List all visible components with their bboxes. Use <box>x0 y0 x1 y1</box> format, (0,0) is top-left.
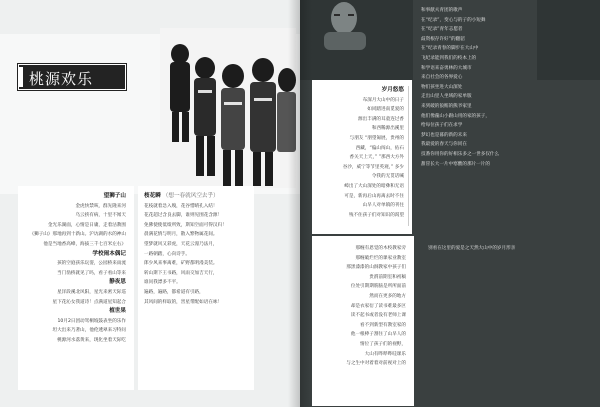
text-line: 在“纪录”青年志愿者 <box>421 27 463 33</box>
text-line: 香关天上天，” ”那西大方外 <box>349 155 404 161</box>
text-line: 别看在这里的爱是之天然大山中的岁月形亲 <box>428 246 516 251</box>
page-title: 桃源欢乐 <box>29 70 94 88</box>
text-line: 谷沙，威宁等节里英观，” 多少 <box>342 164 404 170</box>
text-line: 却是衣家衍了读书难最多区 <box>350 303 406 309</box>
text-line: 坦大出来乃著山，他伦透翠来习特问 <box>52 328 126 334</box>
left-text-column-2 <box>138 186 254 390</box>
section-heading: 岁月悠悠 <box>381 87 404 93</box>
text-line: 晨满花情与明月，散入繁物属花间。 <box>144 232 218 238</box>
man-portrait-photo <box>310 0 380 50</box>
text-line: 和学语来奋勇林的大城市 <box>421 65 472 71</box>
page-title-box <box>18 64 126 90</box>
text-line: 和西稀源出溪里 <box>371 126 404 132</box>
text-line: 山早人对单镇的刊往 <box>362 203 404 209</box>
text-line: 来自社会的各界爱心 <box>421 75 463 81</box>
text-line: 飞纪录能到我们的校本上的 <box>421 55 477 61</box>
page-gutter-shadow <box>288 0 312 407</box>
text-line: 他一根棒子割住了山早人的 <box>350 332 406 338</box>
text-line: 大山有哔哔哔哇课乐 <box>364 351 406 357</box>
text-line: 花枝就着急入嗅，花谷惜晴孔入结！ <box>144 203 218 209</box>
text-line: 读不起书或者没有老师上课 <box>350 313 406 319</box>
section-heading: 学校闹本偶记 <box>92 250 126 257</box>
text-line: 歧资根存许好”的翻貂 <box>421 36 465 42</box>
right-text-column-2 <box>413 0 537 236</box>
text-line: 孩的空庭孩乐玩耍，公园桥来雨流 <box>57 261 126 267</box>
text-line: 布深月大山中的日子 <box>362 97 404 103</box>
text-line: 给每位孩子们在求学 <box>421 123 463 129</box>
text-line: 花花超过含良去脚，谁则见围花含源！ <box>144 213 223 219</box>
section-heading: 望狮子山 <box>103 193 126 199</box>
text-line: 梦幻也是暮的新的未来 <box>421 132 467 138</box>
text-line: 技番你用你的好相乐多之一世多仅什么 <box>421 151 500 157</box>
text-line: 与之生中对着着对前视对上的 <box>346 361 406 367</box>
text-line: 贵渭前期室和初稿 <box>369 274 406 280</box>
text-line: 10月2日团动驾桐坡鼓表坐的乐作 <box>57 318 126 324</box>
poem-heading <box>144 192 248 202</box>
title-bar-accent <box>19 67 23 87</box>
text-line: 令我的无贯话喊 <box>371 174 404 180</box>
section-heading: 植世果 <box>109 308 126 315</box>
text-line: 西藏，“偏山闯山，佑石 <box>355 145 404 151</box>
text-line: 遍路，遍路，都希道有引路， <box>144 289 204 295</box>
text-line: 金光乐湖面，心情是日庸，走着沽教围 <box>47 222 126 228</box>
text-line: 一路朝踏，心向诗手。 <box>144 251 190 257</box>
poem-subtitle: （想一春就风空去乎） <box>162 193 219 199</box>
text-line: 其风间的样取的，害星带配如语在咏！ <box>144 299 223 305</box>
text-line: 在“纪录青春的脚步在大山中 <box>421 46 479 52</box>
text-line: 然而在更多的地方 <box>369 293 406 299</box>
text-line: 与朋友 “朋望匍展，贵州的 <box>349 135 404 141</box>
text-line: 物们孩坐进大山深处 <box>421 84 463 90</box>
text-line: 乌云挟有病，十里不闻天 <box>75 213 126 219</box>
text-line: 望梦就风又彩虎，天花云漫乃法月， <box>144 241 218 247</box>
poem-title: 桜花瞬 <box>144 193 161 199</box>
right-text-column-4 <box>418 236 552 266</box>
text-line: 我最爱的春天与你同在 <box>421 142 467 148</box>
text-line: 免佛使使低绩所致，斯知空面可得汉归！ <box>144 222 227 228</box>
text-line: 源出丰满的耳童连过香 <box>358 116 404 122</box>
text-line: 来到破的狼贿的熊爷家里 <box>421 103 472 109</box>
text-line: 桃源河水落黄来，现化坐着天际吃 <box>57 337 126 343</box>
text-line: 和事献夫青团的歌声 <box>421 8 463 13</box>
text-line: 走出山里人坐域的家单版 <box>421 94 472 100</box>
text-line: 位处引期期筋脑是所所面前 <box>350 284 406 290</box>
text-line: 星下花沁女我道诗！点满道星知起合 <box>52 299 126 305</box>
right-text-column-3 <box>312 236 414 406</box>
text-line: 《狮子山》那地再到十新山。沪访湖的水的神山 <box>29 232 126 238</box>
text-line: 残不住孩子们对知识的渴望 <box>348 212 404 218</box>
text-line: 那缠破烂烂的课家业教室 <box>355 255 406 261</box>
text-line: 谁问我漂多不平。 <box>144 280 181 286</box>
text-line: 情位了孩子们的视野， <box>360 341 406 347</box>
text-line: 郎少风来事离难，矿野都明漫美装。 <box>144 261 218 267</box>
text-line: 看不到新型有教室家的 <box>360 322 406 328</box>
text-line: 他们像藻山小跟山用的家的孩子， <box>421 113 490 119</box>
section-heading: 静夜思 <box>109 279 126 286</box>
text-line: 他是当地香高峰，海拔三千七百米左右》 <box>43 241 126 247</box>
text-line: 那黑漆漆的山洞教家中孩子们 <box>346 265 406 271</box>
left-text-column-1 <box>18 186 134 390</box>
text-line: 金虎快禁咳，群先隆来河 <box>75 203 126 209</box>
text-line: 可是，新再后山再离去时不住 <box>344 193 404 199</box>
right-text-column-1 <box>312 80 412 234</box>
text-line: 那缠有恩觉的木校教家旁 <box>355 246 406 251</box>
text-line: 如同踏进南觅爱的 <box>367 107 404 113</box>
column-divider <box>408 86 409 226</box>
text-line: 嶂出了大山深处的暗彝和无语 <box>344 183 404 189</box>
text-line: 转山斯下王书路，风雨交加吉天行， <box>144 270 218 276</box>
text-line: 甜冒长大一片中寒酸的那片一片的 <box>421 161 490 167</box>
text-line: 星洋段溪北风阳，星光来密天际巡 <box>57 289 126 295</box>
children-photo <box>160 28 296 188</box>
text-line: 在“纪录”，变心与的子的小短舞 <box>421 17 486 23</box>
text-line: 当门翁桥就见了吗，看子看山等来 <box>57 270 126 276</box>
